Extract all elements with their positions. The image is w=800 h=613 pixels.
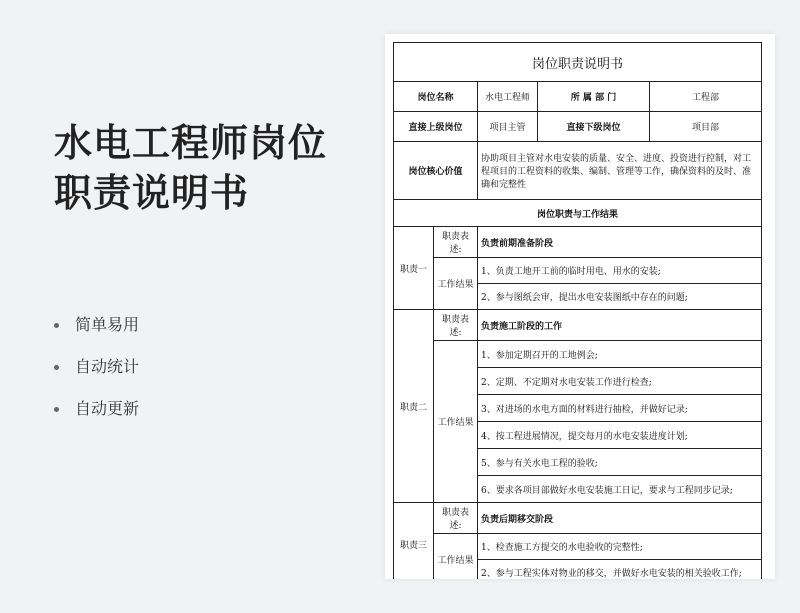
job-description-table — [393, 42, 762, 579]
label-position-name: 岗位名称 — [394, 82, 478, 112]
label-subordinate: 直接下级岗位 — [538, 112, 650, 142]
document-preview — [385, 34, 775, 579]
duty-result-item: 6、要求各项目部做好水电安装施工日记，要求与工程同步记录; — [478, 476, 762, 503]
duty-desc-label: 职责表述: — [434, 503, 478, 534]
bullet-icon — [54, 365, 59, 370]
duty-name: 职责一 — [394, 227, 434, 310]
duty-result-item: 1、检查施工方提交的水电验收的完整性; — [478, 534, 762, 560]
value-position-name: 水电工程师 — [478, 82, 538, 112]
section-header: 岗位职责与工作结果 — [394, 200, 762, 227]
page-title: 水电工程师岗位职责说明书 — [54, 121, 328, 215]
feature-item — [54, 310, 139, 352]
duty-result-item: 2、参与工程实体对物业的移交，并做好水电安装的相关验收工作; — [478, 560, 762, 580]
label-core-value: 岗位核心价值 — [394, 142, 478, 200]
value-superior: 项目主管 — [478, 112, 538, 142]
duty-result-label: 工作结果 — [434, 534, 478, 580]
duty-result-item: 2、参与图纸会审，提出水电安装图纸中存在的问题; — [478, 284, 762, 310]
duty-result-item: 5、参与有关水电工程的验收; — [478, 449, 762, 476]
feature-item — [54, 394, 139, 436]
duty-result-item: 4、按工程进展情况，提交每月的水电安装进度计划; — [478, 422, 762, 449]
value-subordinate: 项目部 — [650, 112, 762, 142]
left-panel — [0, 0, 380, 613]
bullet-icon — [54, 407, 59, 412]
duty-result-item: 2、定期、不定期对水电安装工作进行检查; — [478, 368, 762, 395]
duty-desc: 负责施工阶段的工作 — [478, 310, 762, 341]
duty-desc: 负责前期准备阶段 — [478, 227, 762, 258]
duty-result-item: 3、对进场的水电方面的材料进行抽检，并做好记录; — [478, 395, 762, 422]
feature-label: 自动更新 — [75, 399, 140, 418]
duty-desc-label: 职责表述: — [434, 227, 478, 258]
duty-desc: 负责后期移交阶段 — [478, 503, 762, 534]
feature-item — [54, 352, 139, 394]
feature-label: 自动统计 — [75, 357, 140, 376]
feature-label: 简单易用 — [75, 315, 140, 334]
label-department: 所 属 部 门 — [538, 82, 650, 112]
label-superior: 直接上级岗位 — [394, 112, 478, 142]
duty-desc-label: 职责表述: — [434, 310, 478, 341]
duty-result-label: 工作结果 — [434, 341, 478, 503]
duty-result-item: 1、负责工地开工前的临时用电、用水的安装; — [478, 258, 762, 284]
duty-name: 职责三 — [394, 503, 434, 580]
value-department: 工程部 — [650, 82, 762, 112]
feature-list — [54, 310, 139, 436]
bullet-icon — [54, 323, 59, 328]
document-title: 岗位职责说明书 — [394, 43, 762, 82]
duty-result-label: 工作结果 — [434, 258, 478, 310]
duty-result-item: 1、参加定期召开的工地例会; — [478, 341, 762, 368]
duty-name: 职责二 — [394, 310, 434, 503]
value-core-value: 协助项目主管对水电安装的质量、安全、进度、投资进行控制，对工程项目的工程资料的收集、编制、管理等工作，确保资料的及时、准确和完整性 — [478, 142, 762, 200]
